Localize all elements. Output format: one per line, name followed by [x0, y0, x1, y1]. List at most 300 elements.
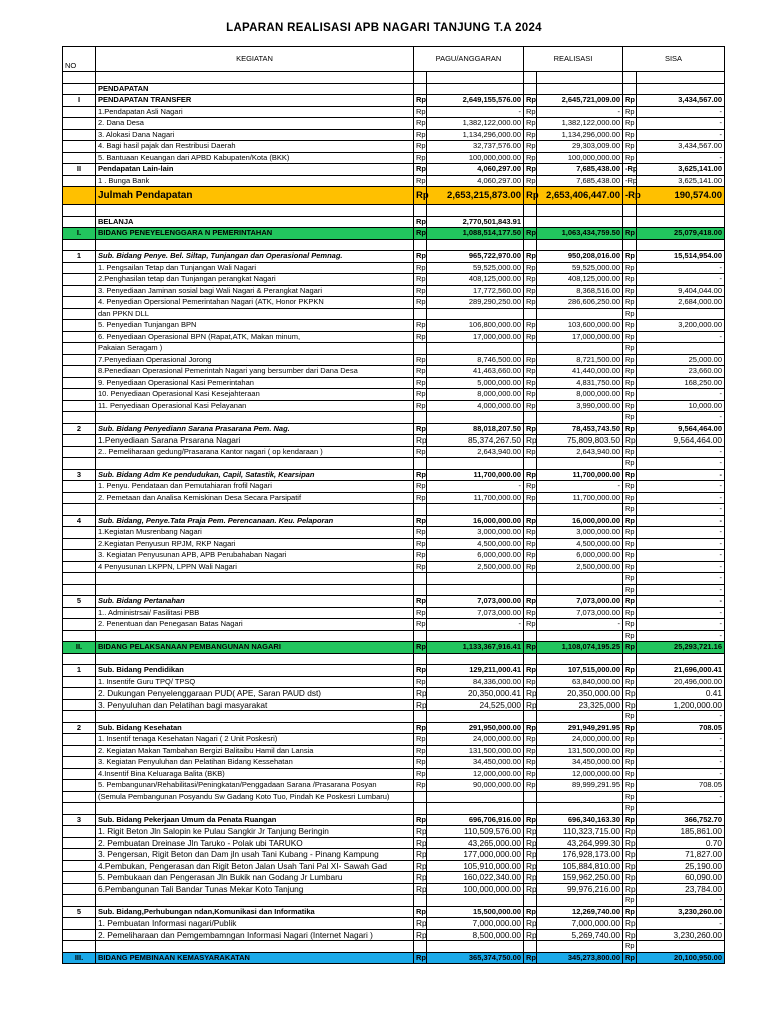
row-pagu-value: 59,525,000.00 [427, 262, 524, 274]
row-realisasi-value [537, 791, 623, 803]
row-realisasi-value: - [537, 106, 623, 118]
row-no: 1 [63, 251, 96, 263]
row-realisasi-currency: Rp [524, 129, 537, 141]
row-no [63, 860, 96, 872]
row-sisa-currency: Rp [623, 435, 637, 447]
row-realisasi-currency [524, 308, 537, 320]
row-no [63, 941, 96, 953]
row-pagu-currency: Rp [414, 665, 427, 677]
row-pagu-currency: Rp [414, 492, 427, 504]
row-kegiatan [96, 239, 414, 251]
row-realisasi-value: 59,525,000.00 [537, 262, 623, 274]
row-realisasi-value [537, 803, 623, 815]
row-pagu-value: 4,060,297.00 [427, 164, 524, 176]
row-kegiatan: Sub. Bidang Pekerjaan Umum da Penata Ruangan [96, 814, 414, 826]
row-pagu-value: 2,649,155,576.00 [427, 95, 524, 107]
row-kegiatan: 2. Dana Desa [96, 118, 414, 130]
table-row [63, 906, 725, 918]
row-realisasi-value: 286,606,250.00 [537, 297, 623, 309]
row-pagu-currency: Rp [414, 228, 427, 240]
table-row [63, 688, 725, 700]
row-sisa-value: - [637, 596, 725, 608]
row-pagu-value: 2,653,215,873.00 [427, 187, 524, 205]
row-pagu-currency: Rp [414, 596, 427, 608]
row-kegiatan: PENDAPATAN TRANSFER [96, 95, 414, 107]
row-realisasi-value: 2,643,940.00 [537, 446, 623, 458]
row-realisasi-currency: Rp [524, 469, 537, 481]
row-no [63, 205, 96, 217]
row-sisa-value: - [637, 607, 725, 619]
row-realisasi-value: 1,382,122,000.00 [537, 118, 623, 130]
row-realisasi-value: 7,685,438.00 [537, 164, 623, 176]
table-row [63, 72, 725, 84]
row-realisasi-value [537, 711, 623, 723]
row-realisasi-value: 24,000,000.00 [537, 734, 623, 746]
table-row [63, 768, 725, 780]
row-sisa-value: 9,564,464.00 [637, 423, 725, 435]
row-kegiatan: Sub. Bidang Pendidikan [96, 665, 414, 677]
row-sisa-value: - [637, 412, 725, 424]
row-no [63, 538, 96, 550]
row-no [63, 653, 96, 665]
row-no: 5 [63, 596, 96, 608]
row-realisasi-value: 89,999,291.95 [537, 780, 623, 792]
row-sisa-value: 2,684,000.00 [637, 297, 725, 309]
row-pagu-value: 85,374,267.50 [427, 435, 524, 447]
row-kegiatan: Pendapatan Lain-lain [96, 164, 414, 176]
row-sisa-currency: Rp [623, 619, 637, 631]
row-pagu-currency [414, 573, 427, 585]
row-sisa-currency: -Rp [623, 187, 637, 205]
table-row [63, 699, 725, 711]
row-sisa-currency: Rp [623, 584, 637, 596]
table-row [63, 837, 725, 849]
table-row [63, 619, 725, 631]
row-pagu-value: 7,000,000.00 [427, 918, 524, 930]
row-sisa-value: 9,564,464.00 [637, 435, 725, 447]
row-realisasi-value: 696,340,163.30 [537, 814, 623, 826]
row-realisasi-value: 1,063,434,759.50 [537, 228, 623, 240]
row-sisa-currency: Rp [623, 106, 637, 118]
row-sisa-currency: Rp [623, 377, 637, 389]
row-realisasi-currency [524, 458, 537, 470]
row-realisasi-currency: Rp [524, 251, 537, 263]
row-sisa-value: 23,784.00 [637, 883, 725, 895]
row-pagu-value: 4,060,297.00 [427, 175, 524, 187]
row-pagu-value [427, 630, 524, 642]
table-row [63, 573, 725, 585]
row-realisasi-currency: Rp [524, 699, 537, 711]
row-sisa-currency [623, 72, 637, 84]
row-realisasi-currency: Rp [524, 722, 537, 734]
row-sisa-currency: -Rp [623, 175, 637, 187]
header-no: NO [63, 47, 96, 72]
row-no [63, 676, 96, 688]
row-realisasi-value [537, 895, 623, 907]
row-sisa-value: - [637, 734, 725, 746]
row-kegiatan: 1. Penyu. Pendataan dan Pemutahiaran frofil Nagari [96, 481, 414, 493]
row-sisa-value: - [637, 469, 725, 481]
row-no [63, 366, 96, 378]
table-row [63, 274, 725, 286]
row-no [63, 343, 96, 355]
row-sisa-value: - [637, 118, 725, 130]
row-no [63, 285, 96, 297]
row-no: 3 [63, 469, 96, 481]
row-sisa-value: - [637, 757, 725, 769]
row-pagu-currency [414, 343, 427, 355]
row-realisasi-currency: Rp [524, 550, 537, 562]
row-pagu-value: 106,800,000.00 [427, 320, 524, 332]
row-sisa-value [637, 343, 725, 355]
row-sisa-value: 168,250.00 [637, 377, 725, 389]
row-realisasi-currency: Rp [524, 952, 537, 964]
table-row [63, 152, 725, 164]
row-pagu-currency: Rp [414, 619, 427, 631]
row-sisa-currency: Rp [623, 826, 637, 838]
row-sisa-currency: Rp [623, 860, 637, 872]
row-no: II [63, 164, 96, 176]
row-pagu-currency [414, 630, 427, 642]
table-row [63, 826, 725, 838]
row-pagu-currency: Rp [414, 423, 427, 435]
row-kegiatan: 2. Dukungan Penyelenggaraan PUD( APE, Saran PAUD dst) [96, 688, 414, 700]
row-realisasi-currency [524, 895, 537, 907]
row-realisasi-currency [524, 216, 537, 228]
row-pagu-value [427, 239, 524, 251]
row-no [63, 297, 96, 309]
row-kegiatan: 2.Penghasilan tetap dan Tunjangan perangkat Nagari [96, 274, 414, 286]
row-realisasi-currency [524, 205, 537, 217]
row-pagu-value [427, 343, 524, 355]
row-pagu-value: 6,000,000.00 [427, 550, 524, 562]
row-sisa-value [637, 216, 725, 228]
row-sisa-currency: Rp [623, 699, 637, 711]
table-row [63, 814, 725, 826]
row-pagu-currency: Rp [414, 561, 427, 573]
row-pagu-currency: Rp [414, 527, 427, 539]
row-sisa-value [637, 72, 725, 84]
row-sisa-value: 23,660.00 [637, 366, 725, 378]
table-row [63, 118, 725, 130]
row-sisa-value [637, 83, 725, 95]
row-no [63, 187, 96, 205]
row-kegiatan: BELANJA [96, 216, 414, 228]
row-sisa-currency: Rp [623, 918, 637, 930]
table-row [63, 412, 725, 424]
row-pagu-value: 965,722,970.00 [427, 251, 524, 263]
row-no [63, 607, 96, 619]
table-row [63, 780, 725, 792]
row-pagu-value [427, 653, 524, 665]
row-pagu-value: 2,643,940.00 [427, 446, 524, 458]
row-pagu-currency: Rp [414, 164, 427, 176]
row-sisa-value: - [637, 492, 725, 504]
row-sisa-value: 21,696,000.41 [637, 665, 725, 677]
row-realisasi-currency: Rp [524, 780, 537, 792]
row-pagu-value: 15,500,000.00 [427, 906, 524, 918]
row-sisa-currency: Rp [623, 906, 637, 918]
row-realisasi-currency: Rp [524, 607, 537, 619]
row-sisa-value: - [637, 527, 725, 539]
row-realisasi-value: 105,884,810.00 [537, 860, 623, 872]
table-row [63, 129, 725, 141]
row-kegiatan: 5. Penyedian Tunjangan BPN [96, 320, 414, 332]
row-no: 2 [63, 423, 96, 435]
row-pagu-value: 4,000,000.00 [427, 400, 524, 412]
row-sisa-currency: Rp [623, 389, 637, 401]
row-no [63, 711, 96, 723]
row-realisasi-value: 75,809,803.50 [537, 435, 623, 447]
row-no [63, 83, 96, 95]
row-pagu-currency: Rp [414, 469, 427, 481]
row-realisasi-currency: Rp [524, 95, 537, 107]
table-row [63, 366, 725, 378]
row-pagu-value: - [427, 106, 524, 118]
row-kegiatan: 5. Bantuaan Keuangan dari APBD Kabupaten/Kota (BKK) [96, 152, 414, 164]
row-pagu-currency [414, 205, 427, 217]
row-no [63, 129, 96, 141]
row-realisasi-value: 17,000,000.00 [537, 331, 623, 343]
row-sisa-currency: Rp [623, 492, 637, 504]
row-kegiatan [96, 458, 414, 470]
table-row [63, 469, 725, 481]
row-no [63, 757, 96, 769]
row-realisasi-currency: Rp [524, 561, 537, 573]
table-row [63, 297, 725, 309]
row-pagu-currency [414, 803, 427, 815]
row-sisa-currency: Rp [623, 711, 637, 723]
table-row [63, 187, 725, 205]
row-sisa-currency: Rp [623, 354, 637, 366]
row-sisa-value: - [637, 550, 725, 562]
row-kegiatan: Pakaian Seragam ) [96, 343, 414, 355]
table-row [63, 665, 725, 677]
row-no [63, 389, 96, 401]
row-no [63, 584, 96, 596]
row-pagu-value: 1,382,122,000.00 [427, 118, 524, 130]
row-pagu-value [427, 308, 524, 320]
row-sisa-value: - [637, 389, 725, 401]
row-sisa-currency: Rp [623, 504, 637, 516]
row-realisasi-value: 12,000,000.00 [537, 768, 623, 780]
row-no [63, 550, 96, 562]
row-pagu-currency [414, 711, 427, 723]
row-sisa-value: - [637, 504, 725, 516]
row-kegiatan: 3. Kegiatan Penyusunan APB, APB Perubahaban Nagari [96, 550, 414, 562]
row-realisasi-value: 3,000,000.00 [537, 527, 623, 539]
row-pagu-currency: Rp [414, 515, 427, 527]
row-kegiatan: 4. Penyedian Opersional Pemerintahan Nagari (ATK, Honor PKPKN [96, 297, 414, 309]
row-sisa-currency: Rp [623, 596, 637, 608]
row-no [63, 699, 96, 711]
row-realisasi-value: 8,000,000.00 [537, 389, 623, 401]
table-row [63, 308, 725, 320]
row-sisa-value: 190,574.00 [637, 187, 725, 205]
row-realisasi-value [537, 573, 623, 585]
row-pagu-value: 34,450,000.00 [427, 757, 524, 769]
table-row [63, 584, 725, 596]
row-realisasi-value [537, 584, 623, 596]
row-sisa-value: - [637, 331, 725, 343]
row-sisa-currency: Rp [623, 118, 637, 130]
row-pagu-currency: Rp [414, 699, 427, 711]
row-realisasi-currency: Rp [524, 285, 537, 297]
report-title: LAPARAN REALISASI APB NAGARI TANJUNG T.A 2024 [226, 22, 542, 34]
row-sisa-currency: Rp [623, 274, 637, 286]
row-realisasi-currency: Rp [524, 141, 537, 153]
row-realisasi-currency [524, 791, 537, 803]
row-sisa-value: 3,625,141.00 [637, 164, 725, 176]
row-realisasi-value [537, 205, 623, 217]
row-realisasi-currency: Rp [524, 872, 537, 884]
row-realisasi-value [537, 343, 623, 355]
row-pagu-currency: Rp [414, 780, 427, 792]
row-sisa-currency: Rp [623, 561, 637, 573]
table-row [63, 175, 725, 187]
table-row [63, 164, 725, 176]
row-pagu-currency [414, 895, 427, 907]
row-no [63, 175, 96, 187]
row-sisa-value: 3,625,141.00 [637, 175, 725, 187]
table-row [63, 872, 725, 884]
row-realisasi-currency: Rp [524, 492, 537, 504]
table-row [63, 895, 725, 907]
row-no [63, 458, 96, 470]
row-no [63, 504, 96, 516]
row-pagu-value: 32,737,576.00 [427, 141, 524, 153]
row-realisasi-currency: Rp [524, 642, 537, 654]
row-sisa-value: - [637, 515, 725, 527]
row-sisa-value: 15,514,954.00 [637, 251, 725, 263]
row-realisasi-value: 7,073,000.00 [537, 596, 623, 608]
row-realisasi-currency [524, 412, 537, 424]
row-sisa-value: - [637, 446, 725, 458]
row-sisa-currency: Rp [623, 849, 637, 861]
row-no [63, 745, 96, 757]
row-sisa-currency [623, 653, 637, 665]
row-no [63, 849, 96, 861]
row-pagu-currency: Rp [414, 331, 427, 343]
row-no [63, 791, 96, 803]
row-pagu-currency: Rp [414, 251, 427, 263]
row-realisasi-value: 34,450,000.00 [537, 757, 623, 769]
table-row [63, 883, 725, 895]
row-realisasi-currency: Rp [524, 262, 537, 274]
table-row [63, 722, 725, 734]
row-pagu-currency: Rp [414, 435, 427, 447]
row-realisasi-currency: Rp [524, 596, 537, 608]
row-pagu-value: 24,000,000.00 [427, 734, 524, 746]
row-sisa-value: 71,827.00 [637, 849, 725, 861]
row-kegiatan: 5. Pembangunan/Rehabilitasi/Peningkatan/Penggadaan Sarana /Prasarana Posyan [96, 780, 414, 792]
row-realisasi-value: - [537, 481, 623, 493]
row-kegiatan: 1.Kegiatan Musrenbang Nagari [96, 527, 414, 539]
header-sisa: SISA [623, 47, 725, 72]
row-realisasi-currency: Rp [524, 918, 537, 930]
row-no [63, 446, 96, 458]
row-pagu-currency: Rp [414, 274, 427, 286]
row-no [63, 152, 96, 164]
row-pagu-currency: Rp [414, 849, 427, 861]
row-pagu-currency: Rp [414, 152, 427, 164]
row-pagu-currency: Rp [414, 285, 427, 297]
row-kegiatan: 9. Penyediaan Operasional Kasi Pemerintahan [96, 377, 414, 389]
row-sisa-currency: Rp [623, 768, 637, 780]
row-sisa-value: - [637, 129, 725, 141]
table-row [63, 550, 725, 562]
row-kegiatan: 1. Rigit Beton Jln Salopin ke Pulau Sangkir Jr Tanjung Beringin [96, 826, 414, 838]
row-sisa-currency: Rp [623, 343, 637, 355]
row-pagu-currency: Rp [414, 216, 427, 228]
header-pagu: PAGU/ANGGARAN [414, 47, 524, 72]
table-row [63, 492, 725, 504]
row-pagu-currency: Rp [414, 676, 427, 688]
row-pagu-currency: Rp [414, 814, 427, 826]
row-sisa-currency [623, 239, 637, 251]
row-no [63, 331, 96, 343]
row-realisasi-value: 3,990,000.00 [537, 400, 623, 412]
table-row [63, 538, 725, 550]
row-realisasi-value: 7,073,000.00 [537, 607, 623, 619]
row-realisasi-value: 4,500,000.00 [537, 538, 623, 550]
row-sisa-currency: Rp [623, 251, 637, 263]
row-kegiatan: 1.. Administrsai/ Fasilitasi PBB [96, 607, 414, 619]
budget-table [62, 46, 725, 964]
row-kegiatan [96, 630, 414, 642]
row-pagu-currency: Rp [414, 837, 427, 849]
row-sisa-currency: Rp [623, 152, 637, 164]
row-realisasi-currency: Rp [524, 164, 537, 176]
row-sisa-value: - [637, 561, 725, 573]
row-sisa-currency [623, 216, 637, 228]
row-pagu-currency: Rp [414, 642, 427, 654]
row-sisa-currency: Rp [623, 734, 637, 746]
row-sisa-currency: Rp [623, 538, 637, 550]
row-realisasi-currency: Rp [524, 400, 537, 412]
table-row [63, 596, 725, 608]
row-pagu-currency: Rp [414, 872, 427, 884]
row-pagu-value: - [427, 481, 524, 493]
row-sisa-currency: Rp [623, 527, 637, 539]
row-sisa-currency: Rp [623, 458, 637, 470]
row-realisasi-value: 41,440,000.00 [537, 366, 623, 378]
row-pagu-value [427, 711, 524, 723]
table-row [63, 515, 725, 527]
row-realisasi-value: 8,368,516.00 [537, 285, 623, 297]
row-kegiatan: PENDAPATAN [96, 83, 414, 95]
row-kegiatan: 1. Insentife Guru TPQ/ TPSQ [96, 676, 414, 688]
row-no [63, 688, 96, 700]
table-row [63, 228, 725, 240]
row-no [63, 239, 96, 251]
row-pagu-currency: Rp [414, 95, 427, 107]
row-pagu-currency: Rp [414, 377, 427, 389]
row-sisa-value: 25,293,721.16 [637, 642, 725, 654]
row-no: I [63, 95, 96, 107]
row-kegiatan: 4 Penyusunan LKPPN, LPPN Wali Nagari [96, 561, 414, 573]
row-no [63, 929, 96, 941]
row-pagu-currency: Rp [414, 366, 427, 378]
row-realisasi-currency [524, 803, 537, 815]
row-sisa-value: 25,079,418.00 [637, 228, 725, 240]
row-kegiatan: 1. Pengsailan Tetap dan Tunjangan Wali Nagari [96, 262, 414, 274]
row-pagu-value [427, 584, 524, 596]
row-sisa-currency: Rp [623, 412, 637, 424]
row-realisasi-value [537, 458, 623, 470]
row-realisasi-currency: Rp [524, 837, 537, 849]
table-row [63, 343, 725, 355]
